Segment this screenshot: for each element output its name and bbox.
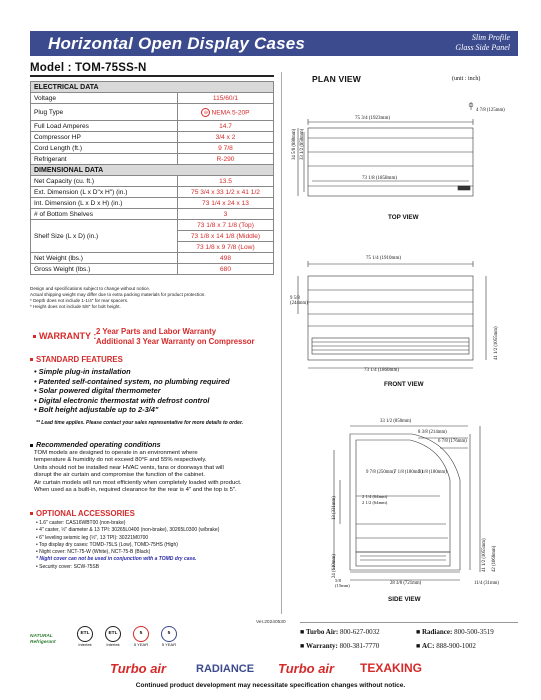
contact-radiance: ■ Radiance: 800-500-3519 [416,628,494,636]
accessory-note: * Night cover can not be used in conjunction with a TOMD dry case. [36,556,197,563]
footer-note: Continued product development may necessitate specification changes without notice. [135,682,406,689]
etl-icon: ETL [77,626,93,642]
accessory-item: • Night cover: NCT-75-W (White), NCT-75-B (Black) [36,549,151,556]
accessories-title-text: OPTIONAL ACCESSORIES [36,509,135,518]
plan-view-title: PLAN VIEW [312,74,362,84]
model-number: Model : TOM-75SS-N [30,62,147,74]
contact-phone: 888-900-1002 [436,642,476,650]
feature-item: • Digital electronic thermostat with defrost control [34,395,210,405]
spec-value: R-290 [178,154,274,165]
warranty-badge-2 [158,626,180,646]
spec-label: Refrigerant [31,154,178,165]
spec-value: 73 1/4 x 24 x 13 [178,198,274,209]
plug-type-value [178,104,274,121]
note-line: * Height does not include 5/8" for bolt height. [30,304,121,309]
intertek-badge-1 [74,626,96,646]
warranty-text [96,327,255,347]
shelf-low-value: 73 1/8 x 9 7/8 (Low) [178,242,274,253]
conditions-body [34,450,274,494]
dim-side-h3: 41 1/2 (1055mm) [482,538,487,572]
feature-item: • Simple plug-in installation [34,367,131,376]
contact-phone: 800-500-3519 [454,628,494,636]
conditions-line: TOM models are designed to operate in an environment where [34,450,198,456]
dim-top-inner: 73 1/8 (1858mm) [362,176,397,181]
dim-side-g: 2 1/2 (64mm) [362,500,388,505]
accessory-item: • 6" leveling seismic leg (½", 13 TPI): 30221M0700 [36,534,149,541]
turbo-air-logo: Turbo air [110,661,167,676]
dim-side-h2: 24 (610mm) [332,554,337,578]
dim-side-d: 7 1/8 (180mm) [418,470,447,475]
subtitle-line-1: Slim Profile [471,33,510,42]
spec-label: Voltage [31,93,178,104]
dim-top-depth2: 33 1/2 (850mm) [300,128,305,160]
dim-front-width: 75 1/4 (1910mm) [366,256,401,261]
accessory-item: • 1.6" caster: CAS16WBT00 (non-brake) [36,520,126,526]
note-line: * Depth does not include 1-1/4" for rear spacers. [30,298,129,303]
brand-logos [0,658,541,678]
contact-warranty: ■ Warranty: 800-381-7770 [300,642,380,650]
accessories-title [30,509,135,518]
conditions-line: disrupt the air curtain and compromise the function of the cabinet. [34,472,205,479]
note-line: Design and specifications subject to change without notice. [30,286,151,291]
unit-note: (unit : inch) [452,76,481,82]
dim-front-left: 9 5/8 (244mm) [290,296,308,306]
contact-phone: 800-627-0032 [339,628,380,636]
features-list [34,367,230,415]
plug-icon: ⊖ [201,108,210,117]
bullet-icon [30,444,33,447]
bullet-icon [30,512,33,515]
spec-label: Ext. Dimension (L x D"x H") (in.) [31,187,178,198]
conditions-line: Units should not be installed near HVAC vents, fans or doorways that will [34,464,224,471]
spec-label: Shelf Size (L x D) (in.) [31,220,178,253]
warranty-label-text: WARRANTY : [39,331,97,341]
side-view-label: SIDE VIEW [388,596,421,603]
feature-item: • Solar powered digital thermometer [34,386,161,396]
contact-brand: Warranty: [305,642,338,650]
feature-item: • Bolt height adjustable up to 2-3/4" [34,405,159,415]
accessory-item: • Top display dry cases: TOMD-75LS (Low), TOMD-75HS (High) [36,541,178,548]
contact-ac: ■ AC: 888-900-1002 [416,642,476,650]
radiance-logo: RADIANCE [196,663,255,675]
etl-sanitation-icon: ETL [105,626,121,642]
spec-label: Compressor HP [31,132,178,143]
dim-side-top: 33 1/2 (850mm) [380,419,412,424]
bullet-icon [33,335,36,338]
dim-top-depth1: 34 5/8 (880mm) [292,128,297,160]
shelf-middle-value: 73 1/8 x 14 1/8 (Middle) [178,231,274,242]
spec-value: 498 [178,253,274,264]
features-title-text: STANDARD FEATURES [36,355,123,364]
subtitle-line-2: Glass Side Panel [455,43,510,52]
spec-label: Full Load Amperes [31,121,178,132]
spec-label: # of Bottom Shelves [31,209,178,220]
spec-column [30,62,274,346]
spec-value: 680 [178,264,274,275]
five-year-icon: 5 [161,626,177,642]
top-view-label: TOP VIEW [388,214,419,221]
spec-value: NEMA 5-20P [211,108,250,116]
turbo-air-ac-logo: Turbo air [278,661,335,676]
spec-label: Net Weight (lbs.) [31,253,178,264]
warranty-line-2: Additional 3 Year Warranty on Compressor [96,337,255,346]
contact-phone: 800-381-7770 [339,642,380,650]
dim-top-width: 75 3/4 (1923mm) [355,116,390,121]
spec-label: Net Capacity (cu. ft.) [31,176,178,187]
dim-side-base: 28 3/8 (721mm) [390,581,422,586]
accessory-item: • Security cover: SCW-75SB [36,563,100,570]
dim-side-foot: 11/4 (31mm) [474,581,500,586]
version-label: Ver.20240530 [256,620,286,625]
dim-side-a: 8 3/8 (214mm) [418,430,447,435]
spec-value: 3/4 x 2 [178,132,274,143]
intertek-badge-2 [102,626,124,646]
spec-table [30,81,274,275]
header-banner [30,31,518,56]
features-title [30,355,123,364]
dim-side-h4: 42 (1068mm) [492,545,497,572]
spec-value: 75 3/4 x 33 1/2 x 41 1/2 [178,187,274,198]
spec-label: Cord Length (ft.) [31,143,178,154]
contact-brand: AC: [421,642,435,650]
shelf-top-value: 73 1/8 x 7 1/8 (Top) [178,220,274,231]
spec-label: Int. Dimension (L x D x H) (in.) [31,198,178,209]
conditions-line: When used as a built-in, required clearance for the rear is 4" and the top is 5". [34,487,237,494]
contact-turbo-air: ■ Turbo Air: 800-627-0032 [300,628,380,636]
spec-label: Plug Type [31,104,178,121]
dim-front-base: 73 1/4 (1860mm) [364,368,399,373]
warranty-badge-text-1: 5 YEAR [133,642,149,647]
spec-label: Gross Weight (lbs.) [31,264,178,275]
warranty-badge-1 [130,626,152,646]
dim-side-e: 9 7/8 (250mm) [366,470,395,475]
natural-refrigerant-badge: NATURAL Refrigerant [30,634,56,645]
dim-front-height: 41 1/2 (1055mm) [494,326,499,360]
bullet-icon [30,358,33,361]
warranty-label [33,331,96,341]
conditions-line: Air curtain models will run most efficiently when completely loaded with product. [34,479,242,486]
contact-brand: Turbo Air: [305,628,339,636]
spec-value: 9 7/8 [178,143,274,154]
conditions-title [30,440,161,449]
dim-side-f: 2 1/4 (64mm) [362,494,388,499]
dim-side-b: 6 7/8 (176mm) [438,439,467,444]
texaking-logo: TEXAKING [360,661,423,675]
front-view-drawing [290,254,520,379]
page-subtitle [455,33,510,53]
dim-side-bolt: 5/8 (15mm) [335,578,350,588]
spec-notes [30,286,274,310]
conditions-line: temperature & humidity do not exceed 80°F and 55% respectively. [34,457,207,464]
intertek-text-2: Intertek [106,642,120,647]
front-view-label: FRONT VIEW [384,381,424,388]
dim-top-rear: 4 7/8 (125mm) [476,108,505,113]
five-year-icon: 5 [133,626,149,642]
contact-brand: Radiance: [421,628,453,636]
certification-logos [30,626,290,656]
page-title: Horizontal Open Display Cases [48,34,306,53]
warranty-badge-text-2: 5 YEAR [161,642,177,647]
dim-side-c: 7 1/8 (180mm) [394,470,423,475]
column-divider [281,72,282,614]
spec-value: 115/60/1 [178,93,274,104]
accessories-list [36,520,219,571]
spec-value: 13.5 [178,176,274,187]
feature-item: • Patented self-contained system, no plumbing required [34,376,230,386]
spec-value: 14.7 [178,121,274,132]
model-rule [30,75,274,77]
intertek-text-1: Intertek [78,642,92,647]
spec-value: 3 [178,209,274,220]
dimensional-heading: DIMENSIONAL DATA [31,165,274,176]
accessory-item: • 4" caster, ½" diameter & 13 TPI: 30265L0400 (non-brake), 30265L0300 (w/brake) [36,527,220,534]
conditions-title-text: Recommended operating conditions [36,440,161,449]
top-view-drawing [290,100,520,220]
note-line: Actual shipping weight may differ due to extra packing materials for product protection. [30,292,206,297]
dim-side-h1: 13 (331mm) [332,496,337,520]
contacts-rule [300,622,518,623]
warranty-line-1: 2 Year Parts and Labor Warranty [96,327,217,336]
features-note: ** Lead time applies. Please contact your sales representative for more details to order. [36,420,244,426]
electrical-heading: ELECTRICAL DATA [31,82,274,93]
